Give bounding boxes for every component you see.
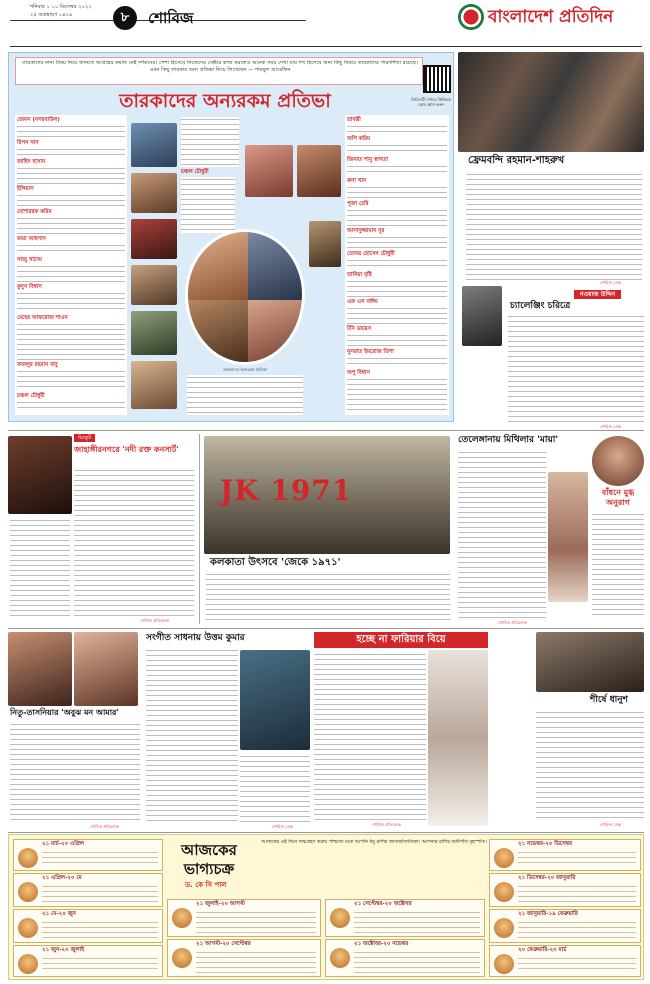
profile-name: মেহের আফরোজ শাওন [17,315,68,321]
star-photo [131,311,177,355]
jahangirnagar-byline: শোবিজ প্রতিবেদক [140,618,170,623]
left-profiles [15,115,127,415]
sign-aries [13,839,163,871]
sign-dates: ২০ ফেব্রুয়ারি-২০ মার্চ [518,947,567,953]
dhanush-body [536,710,644,822]
profile-name: মোশাররফ করিম [17,209,52,215]
uttam-body [146,648,238,824]
horoscope-section [8,834,644,980]
rahman-title: ফ্রেমবন্দি রহমান-শাহরুখ [468,155,565,166]
nawaz-photo [462,286,502,346]
uttam-title: সংগীত সাধনায় উত্তম কুমার [146,633,245,643]
right-profiles [345,115,449,415]
profile-name: কুদুস বিশ্বাস [17,284,42,290]
profile-name: সাজু খাদেম [17,257,42,263]
sign-dates: ২১ ডিসেম্বর-২০ জানুয়ারি [518,875,576,881]
nitu-photo [8,632,72,706]
date-line-bangla: ২৫ অগ্রহায়ণ ১৪২৯ [30,12,73,18]
jk1971-body [206,572,450,622]
jahangirnagar-body [74,468,194,618]
nitu-byline: শোবিজ প্রতিবেদক [90,824,120,829]
star-photo [131,265,177,305]
tasnia-photo [74,632,138,706]
jk1971-title: কলকাতা উৎসবে 'জেকে ১৯৭১' [210,557,341,568]
sign-leo [167,899,321,937]
sign-libra [325,899,485,937]
star-photo [131,123,177,167]
profile-name: টনি ডায়েস [347,326,372,332]
profile-name: চঞ্চল চৌধুরী [181,169,209,175]
sign-taurus [13,873,163,907]
profile-name: জাহিদ হাসান [17,159,46,165]
qr-caption: ভিডিওটি দেখতে কিউআর কোড স্ক্যান করুন [411,97,451,107]
sign-dates: ২১ জুলাই-২০ আগস্ট [196,901,245,907]
nitu-body [10,722,140,824]
lead-kicker: তারকাদের নানা বিষয় নিয়ে জানতে আগ্রহের কমতি নেই দর্শকদের। পেশা হিসেবে নিজেদের সেক্টরে কাজ করলেও অনেক সময় দেখা যায় শখ হিসেবে অন্য কিছু বিষয়ে তারকাদের পারদর্শিতা রয়েছে। এমন কিছু তারকার অন্য প্রতিভা নিয়ে লিখেছেন — শামছুল আরেফিন [22,60,418,73]
profile-name: তানিয়া বৃষ্টি [347,272,372,278]
horoscope-intro: আজকের এই দিনে জন্মগ্রহণ করায় পাশ্চাত্য মতে আপনি ধনু রাশির জাতক/জাতিকা। আপনার রাশির অধিপতি বৃহস্পতি। [261,840,487,845]
fariya-photo [428,650,488,826]
dhanush-title: শীর্ষে ধানুশ [590,695,628,705]
profile-name: জিনাত শানু স্বাগতা [347,157,388,163]
telangana-title: তেলেঙ্গানায় মিথিলার 'মায়া' [458,435,559,445]
sign-dates: ২১ মে-২০ জুন [42,911,76,917]
star-photo [309,221,341,267]
sign-dates: ২১ মার্চ-২০ এপ্রিল [42,841,84,847]
profile-name: তোনয় হোসেন চৌধুরী [347,251,395,257]
collage-caption: তারকাদের অন্যরকম প্রতিভা [222,367,268,372]
nawaz-body [508,314,644,424]
horoscope-title: আজকের ভাগ্যচক্র [181,841,237,878]
profile-name: ফজলুর রহমান বাবু [17,362,58,368]
sign-aquarius [489,909,641,943]
star-photo [131,361,177,409]
sign-dates: ২১ নভেম্বর-২০ ডিসেম্বর [518,841,572,847]
sign-capricorn [489,873,641,907]
sign-dates: ২১ সেপ্টেম্বর-২০ অক্টোবর [354,901,412,907]
jahangirnagar-title: জাহাঙ্গীরনগরে 'নদী রক্ত কনসার্ট' [74,445,179,454]
sign-dates: ২১ অক্টোবর-২০ নভেম্বর [354,941,409,947]
rahman-shahrukh-photo [458,52,644,152]
jk1971-poster [204,436,450,554]
uttam-byline: শোবিজ ডেস্ক [272,824,293,829]
telangana-byline: শোবিজ প্রতিবেদক [498,620,528,625]
nitu-title: নিতু-তাসনিয়ার 'অবুঝ মন আমার' [10,708,119,717]
logo-text: বাংলাদেশ প্রতিদিন [488,7,614,27]
sign-sagittarius [489,839,641,871]
star-photo [131,219,177,259]
sign-dates: ২১ জানুয়ারি-১৯ ফেব্রুয়ারি [518,911,578,917]
chirkut-label: চিরকুট [74,434,95,442]
nawaz-name-tag: নওয়াজ উদ্দিন [574,290,621,299]
profile-name: আসাদুজ্জামান নূর [347,228,385,234]
star-photo [297,145,341,197]
sign-dates: ২১ আগস্ট-২০ সেপ্টেম্বর [196,941,251,947]
fariya-body [314,652,426,822]
profile-name: জয়া আহসান [17,236,46,242]
sign-scorpio [325,939,485,977]
profile-name: অপি করিম [347,136,371,142]
profile-name: রিপন খান [17,140,39,146]
logo [458,2,644,36]
sign-gemini [13,909,163,943]
jk1971-poster-text: JK 1971 [220,474,353,507]
dhanush-byline: শোবিজ ডেস্ক [600,822,621,827]
page-number: ৮ [113,6,137,30]
dhanush-photo [536,632,644,692]
center-collage [185,229,305,365]
sign-pisces [489,945,641,977]
profile-name: অপু বিশ্বাস [347,370,370,376]
profile-name: জেমস (নগরবাউল) [17,117,60,123]
sign-dates: ২১ জুন-২০ জুলাই [42,947,85,953]
bandhan-photo [592,436,644,486]
fariya-title: হচ্ছে না ফারিয়ার বিয়ে [356,634,446,645]
nawaz-title: চ্যালেঞ্জিং চরিত্রে [510,301,571,311]
sign-dates: ২১ এপ্রিল-২০ মে [42,875,82,881]
profile-name: শ্রাবন্তী [347,117,361,123]
nawaz-byline: শোবিজ ডেস্ক [600,424,621,429]
star-photo [131,173,177,213]
date-line: শনিবার ১ ১০ ডিসেম্বর ২০২২ [30,4,92,10]
qr-code[interactable] [423,65,451,93]
mithila-photo [548,472,588,602]
masthead [0,0,650,58]
fariya-byline: শোবিজ প্রতিবেদক [372,822,402,827]
rahman-byline: শোবিজ ডেস্ক [600,280,621,285]
rahman-body [466,172,642,280]
telangana-body [458,450,546,620]
bandhan-title: বাঁধনে মুগ্ধ অনুরাগ [601,488,635,507]
lead-feature [8,52,454,422]
sign-virgo [167,939,321,977]
profile-name: ইলিয়াস [17,186,34,192]
middle-text [181,117,239,167]
profile-name: পূজা চেরি [347,201,369,207]
horoscope-author: ড. কে সি পাল [185,881,227,889]
profile-name: রুনা খান [347,178,367,184]
profile-name: এফ এস নাঈম [347,299,378,305]
profile-name: নুসরাত ইমরোজ তিশা [347,349,394,355]
section-label: শোবিজ [148,9,194,27]
jahangirnagar-photo [8,436,72,514]
star-photo [245,145,293,197]
bandhan-body [592,512,644,618]
lead-title: তারকাদের অন্যরকম প্রতিভা [119,90,331,112]
sign-cancer [13,945,163,977]
profile-name: চঞ্চল চৌধুরী [17,393,45,399]
uttam-photo [240,650,310,750]
